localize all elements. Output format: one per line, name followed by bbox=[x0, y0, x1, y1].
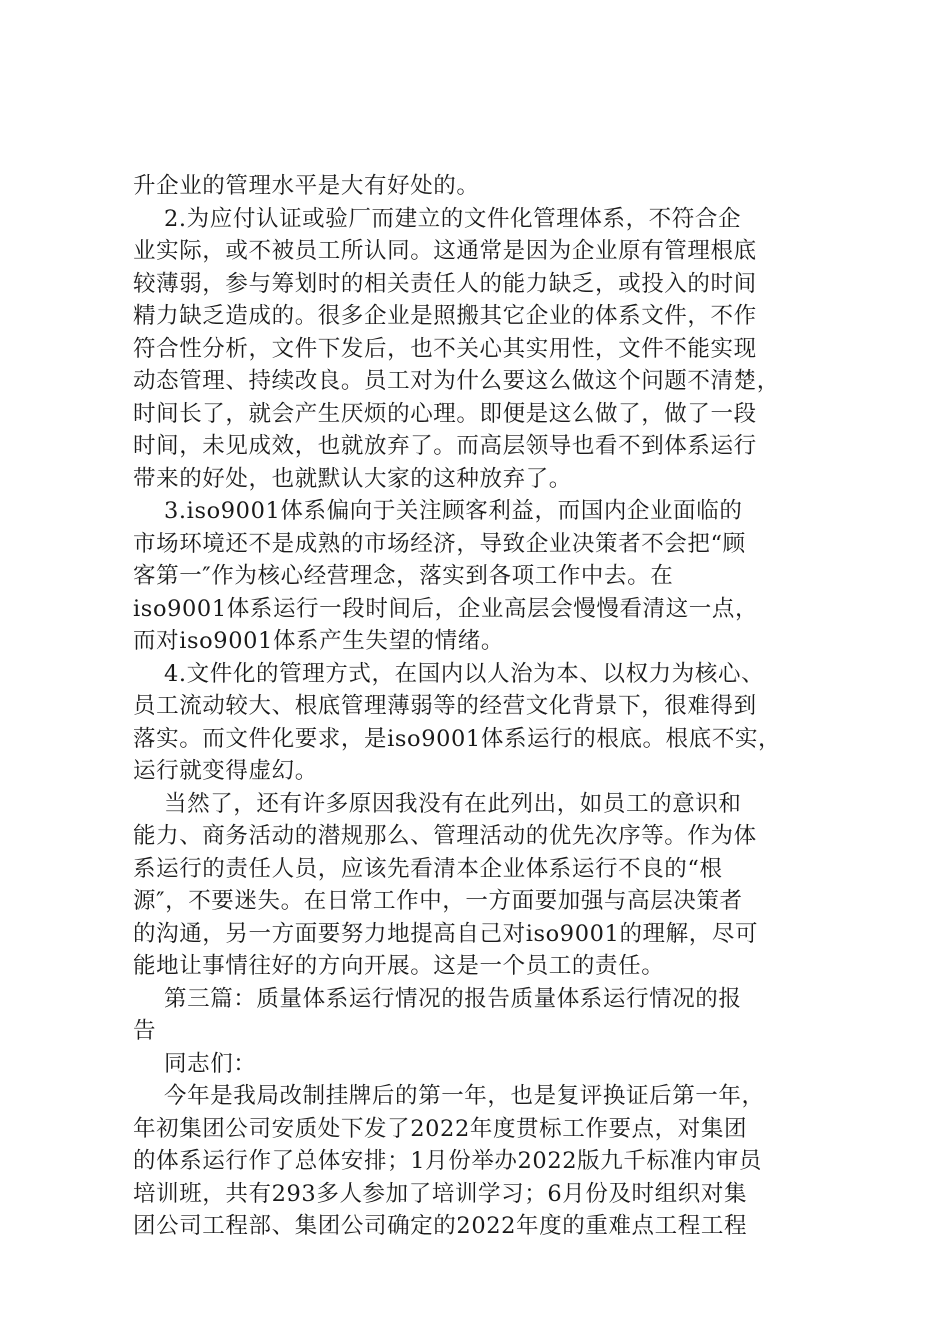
text-line: 的沟通，另一方面要努力地提高自己对iso9001的理解，尽可 bbox=[133, 920, 759, 947]
text-line: 3.iso9001体系偏向于关注顾客利益，而国内企业面临的 bbox=[133, 498, 743, 524]
text-line: 时间长了，就会产生厌烦的心理。即便是这么做了，做了一段 bbox=[133, 400, 757, 427]
text-line: 而对iso9001体系产生失望的情绪。 bbox=[133, 628, 504, 654]
text-line: 源″，不要迷失。在日常工作中，一方面要加强与高层决策者 bbox=[133, 888, 743, 914]
text-line: 精力缺乏造成的。很多企业是照搬其它企业的体系文件，不作 bbox=[133, 303, 757, 329]
text-line: 同志们： bbox=[133, 1050, 257, 1077]
text-line: 今年是我局改制挂牌后的第一年，也是复评换证后第一年， bbox=[133, 1083, 765, 1109]
document-body bbox=[133, 170, 833, 1243]
text-line: 第三篇：质量体系运行情况的报告质量体系运行情况的报 bbox=[133, 985, 742, 1012]
text-line: 能地让事情往好的方向开展。这是一个员工的责任。 bbox=[133, 953, 665, 979]
text-line: 市场环境还不是成熟的市场经济，导致企业决策者不会把“顾 bbox=[133, 530, 746, 557]
text-line: 培训班，共有293多人参加了培训学习；6月份及时组织对集 bbox=[133, 1180, 748, 1207]
text-line: 的体系运行作了总体安排；1月份举办2022版九千标准内审员 bbox=[133, 1148, 762, 1174]
text-line: 客第一″作为核心经营理念，落实到各项工作中去。在 bbox=[133, 563, 674, 589]
text-line: 较薄弱，参与筹划时的相关责任人的能力缺乏，或投入的时间 bbox=[133, 270, 757, 297]
text-line: 年初集团公司安质处下发了2022年度贯标工作要点，对集团 bbox=[133, 1115, 748, 1142]
text-line: 落实。而文件化要求，是iso9001体系运行的根底。根底不实， bbox=[133, 725, 782, 752]
text-line: 告 bbox=[133, 1018, 157, 1044]
text-line: 升企业的管理水平是大有好处的。 bbox=[133, 173, 480, 199]
text-line: 团公司工程部、集团公司确定的2022年度的重难点工程工程 bbox=[133, 1213, 748, 1239]
text-line: 动态管理、持续改良。员工对为什么要这么做这个问题不清楚， bbox=[133, 368, 780, 394]
text-line: 4.文件化的管理方式，在国内以人治为本、以权力为核心、 bbox=[133, 660, 765, 687]
text-line: 员工流动较大、根底管理薄弱等的经营文化背景下，很难得到 bbox=[133, 693, 757, 719]
text-line: 运行就变得虚幻。 bbox=[133, 758, 318, 784]
text-line: 当然了，还有许多原因我没有在此列出，如员工的意识和 bbox=[133, 790, 742, 817]
text-line: 带来的好处，也就默认大家的这种放弃了。 bbox=[133, 465, 572, 492]
text-line: 2.为应付认证或验厂而建立的文件化管理体系，不符合企 bbox=[133, 205, 742, 232]
text-line: 符合性分析，文件下发后，也不关心其实用性，文件不能实现 bbox=[133, 335, 757, 362]
text-line: iso9001体系运行一段时间后，企业高层会慢慢看清这一点， bbox=[133, 595, 759, 622]
text-line: 系运行的责任人员，应该先看清本企业体系运行不良的“根 bbox=[133, 855, 723, 882]
text-line: 业实际，或不被员工所认同。这通常是因为企业原有管理根底 bbox=[133, 238, 757, 264]
text-line: 时间，未见成效，也就放弃了。而高层领导也看不到体系运行 bbox=[133, 433, 757, 459]
text-line: 能力、商务活动的潜规那么、管理活动的优先次序等。作为体 bbox=[133, 823, 757, 849]
